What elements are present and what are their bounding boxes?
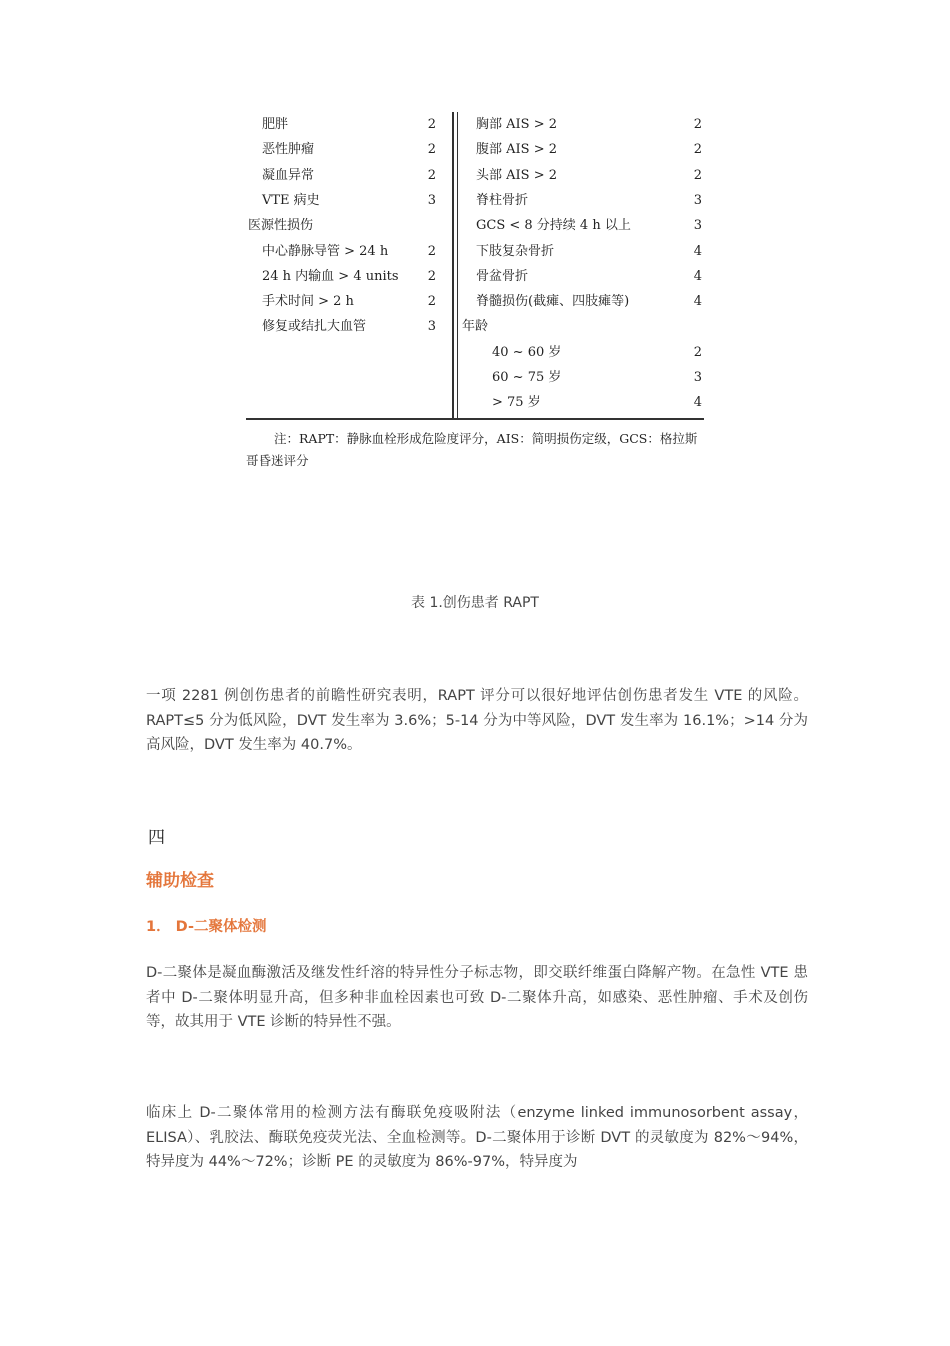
table-row [460, 239, 706, 264]
row-label: 脊柱骨折 [476, 192, 529, 208]
row-score: 3 [693, 218, 702, 234]
row-score: 2 [693, 142, 702, 158]
table-note: 注：RAPT：静脉血栓形成危险度评分，AIS：简明损伤定级，GCS：格拉斯哥昏迷评分 [246, 431, 698, 468]
table-row [460, 137, 706, 162]
row-score: 4 [693, 294, 702, 310]
row-score: 2 [693, 344, 702, 360]
row-label: 头部 AIS > 2 [476, 167, 557, 183]
table-row [246, 239, 442, 264]
row-label: VTE 病史 [262, 192, 320, 208]
row-label: 胸部 AIS > 2 [476, 117, 557, 132]
row-label: 40 ~ 60 岁 [492, 344, 562, 360]
paragraph: 一项 2281 例创伤患者的前瞻性研究表明，RAPT 评分可以很好地评估创伤患者发生 VTE 的风险。RAPT≤5 分为低风险，DVT 发生率为 3.6%；5-14 分为中等风险，DVT 发生率为 16.1%；>14 分为高风险，DVT 发生率为 40.7%。 [146, 688, 808, 753]
table-row [460, 264, 706, 289]
row-label: 骨盆骨折 [476, 268, 529, 284]
table-row [460, 390, 706, 415]
row-score: 2 [427, 243, 436, 259]
row-score: 2 [693, 117, 702, 132]
rapt-score-table [246, 112, 704, 422]
table-row [460, 188, 706, 213]
row-score: 4 [693, 395, 702, 411]
table-row [246, 188, 442, 213]
row-score: 3 [427, 192, 436, 208]
table-row [246, 163, 442, 188]
table-bottom-rule [246, 418, 704, 420]
table-row [246, 289, 442, 314]
table-row [460, 112, 706, 137]
paragraph: D-二聚体是凝血酶激活及继发性纤溶的特异性分子标志物，即交联纤维蛋白降解产物。在急性 VTE 患者中 D-二聚体明显升高，但多种非血栓因素也可致 D-二聚体升高，如感染、恶性肿瘤、手术及创伤等，故其用于 VTE 诊断的特异性不强。 [146, 965, 808, 1030]
section-number: 四 [148, 828, 165, 848]
row-label: 中心静脉导管 > 24 h [262, 243, 389, 259]
section-title: 辅助检查 [146, 871, 214, 891]
row-score: 2 [427, 294, 436, 310]
row-label: GCS < 8 分持续 4 h 以上 [476, 218, 631, 234]
table-row [246, 264, 442, 289]
table-row [460, 163, 706, 188]
row-label: 手术时间 > 2 h [262, 294, 354, 310]
row-label: 肥胖 [262, 117, 289, 132]
row-score: 2 [427, 268, 436, 284]
paragraph: 临床上 D-二聚体常用的检测方法有酶联免疫吸附法（enzyme linked immunosorbent assay，ELISA）、乳胶法、酶联免疫荧光法、全血检测等。D-二聚体用于诊断 DVT 的灵敏度为 82%～94%，特异度为 44%～72%；诊断 PE 的灵敏度为 86%-97%，特异度为 [146, 1105, 808, 1170]
table-row [460, 340, 706, 365]
row-score: 2 [427, 142, 436, 158]
row-label: 恶性肿瘤 [262, 142, 315, 158]
table-row [246, 112, 442, 137]
row-score: 4 [693, 268, 702, 284]
subsection-title: 1． D-二聚体检测 [146, 919, 267, 935]
table-divider [452, 112, 454, 418]
row-label: 凝血异常 [262, 167, 315, 183]
row-score: 3 [693, 192, 702, 208]
table-row [460, 213, 706, 238]
row-label: 修复或结扎大血管 [262, 319, 367, 335]
table-row [460, 365, 706, 390]
table-row [246, 314, 442, 339]
row-score: 2 [427, 167, 436, 183]
row-score: 3 [427, 319, 436, 335]
row-label: 脊髓损伤(截瘫、四肢瘫等) [476, 294, 630, 310]
table-caption: 表 1.创伤患者 RAPT [411, 595, 539, 611]
row-label: 腹部 AIS > 2 [476, 142, 557, 158]
table-divider [457, 112, 458, 418]
row-score: 3 [693, 370, 702, 385]
table-row [246, 137, 442, 162]
row-label: 医源性损伤 [248, 218, 314, 234]
row-label: 60 ~ 75 岁 [492, 370, 562, 385]
row-label: 下肢复杂骨折 [476, 243, 555, 259]
table-row [246, 213, 442, 238]
row-score: 2 [693, 167, 702, 183]
row-label: > 75 岁 [492, 395, 541, 411]
table-row [460, 314, 706, 339]
row-label: 年龄 [462, 319, 489, 335]
row-score: 2 [427, 117, 436, 132]
table-row [460, 289, 706, 314]
row-score: 4 [693, 243, 702, 259]
row-label: 24 h 内输血 > 4 units [262, 268, 399, 284]
